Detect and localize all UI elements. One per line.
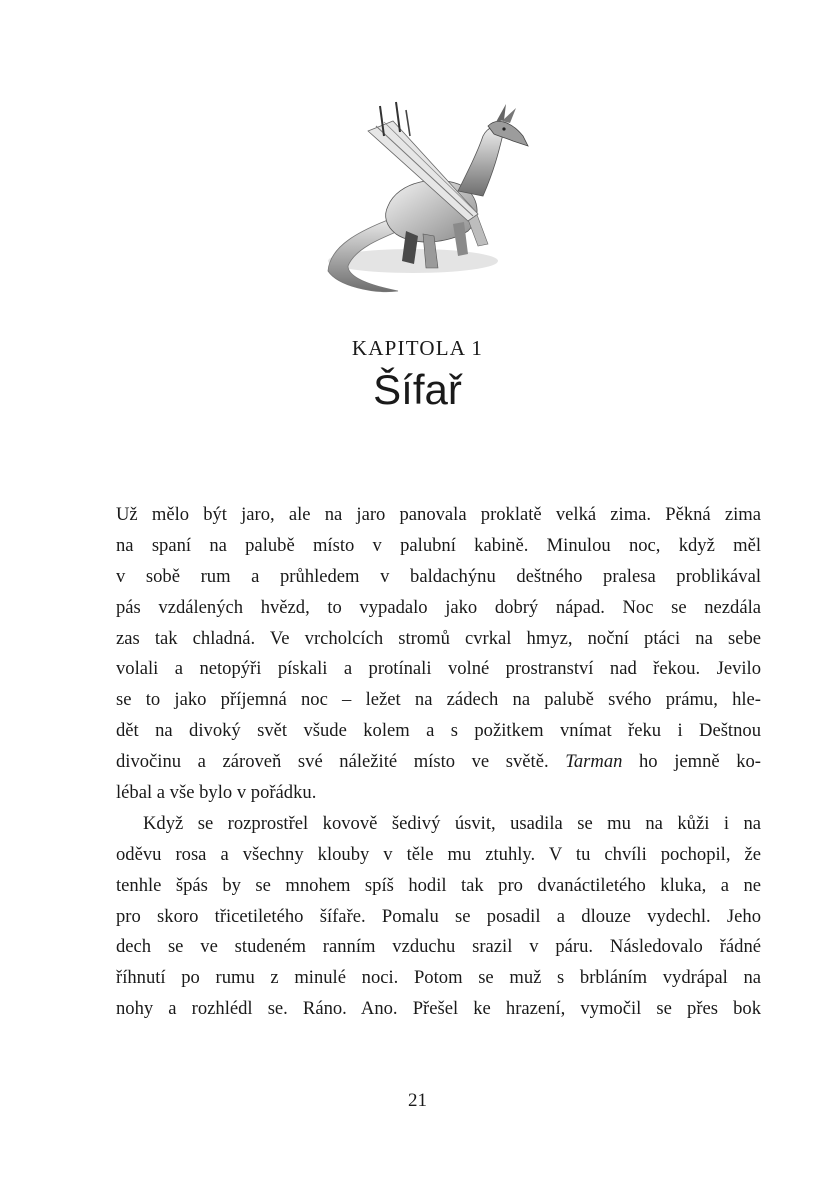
text-line: dech se ve studeném ranním vzduchu srazil v páru. Následovalo řádné [116,936,761,958]
text-line: říhnutí po rumu z minulé noci. Potom se muž s brbláním vydrápal na [116,967,761,989]
text-line: v sobě rum a průhledem v baldachýnu deštného pralesa problikával [116,565,761,587]
text-segment: ho jemně ko- [622,751,762,773]
chapter-title: Šífař [373,366,462,413]
text-line: Už mělo být jaro, ale na jaro panovala proklatě velká zima. Pěkná zima [116,504,761,525]
text-line: dět na divoký svět všude kolem a s požitkem vnímat řeku i Deštnou [116,720,761,742]
text-line: zas tak chladná. Ve vrcholcích stromů cvrkal hmyz, noční ptáci na sebe [116,627,761,649]
text-segment: divočinu a zároveň své náležité místo ve světě. [116,751,566,773]
page-number: 21 [408,1090,427,1111]
text-line: pás vzdálených hvězd, to vypadalo jako dobrý nápad. Noc se nezdála [116,596,761,618]
chapter-label: KAPITOLA 1 [351,336,484,360]
text-line: oděvu rosa a všechny klouby v těle mu ztuhly. V tu chvíli pochopil, že [116,843,761,865]
text-line-with-ship-name [116,747,761,778]
text-line: Když se rozprostřel kovově šedivý úsvit, usadila se mu na kůži i na [143,812,761,834]
text-line: se to jako příjemná noc – ležet na zádech na palubě svého prámu, hle- [116,689,761,711]
text-line: na spaní na palubě místo v palubní kabině. Minulou noc, když měl [116,534,761,556]
dragon-illustration [318,96,533,301]
text-line: tenhle špás by se mnohem spíš hodil tak pro dvanáctiletého kluka, a ne [116,874,761,896]
text-line: lébal a vše bylo v pořádku. [116,782,317,804]
text-line: nohy a rozhlédl se. Ráno. Ano. Přešel ke hrazení, vymočil se přes bok [116,998,761,1020]
text-line: pro skoro třicetiletého šífaře. Pomalu se posadil a dlouze vydechl. Jeho [116,905,761,927]
ship-name: Tarman [565,751,623,773]
text-line: volali a netopýři pískali a protínali volné prostranství nad řekou. Jevilo [116,658,761,680]
body-text [116,500,761,1025]
